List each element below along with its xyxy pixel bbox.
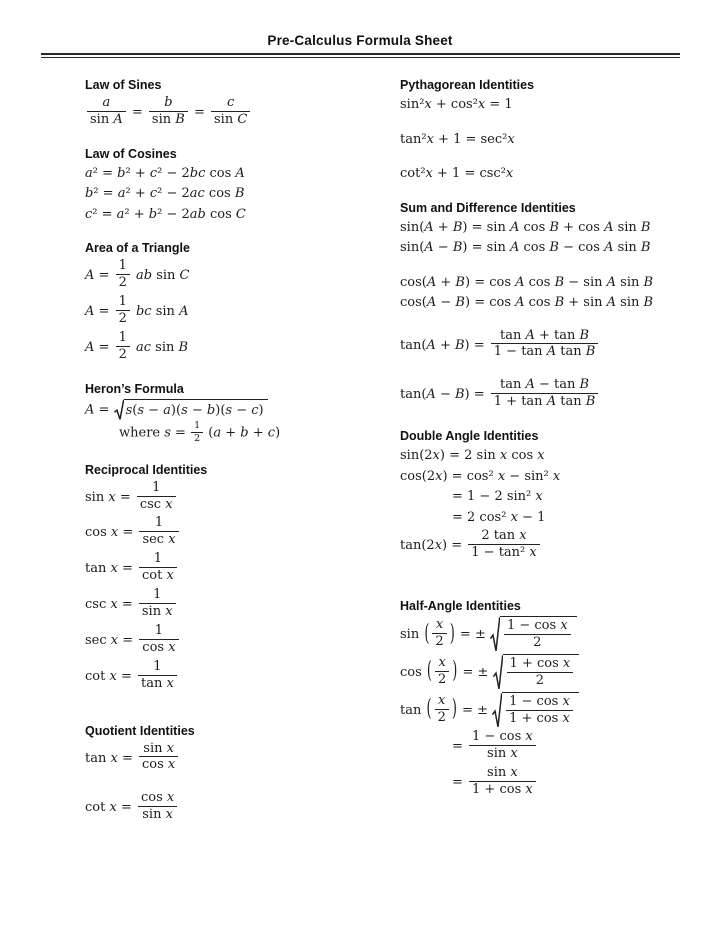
big-paren-open: ( bbox=[424, 620, 430, 648]
formula-line: sin²x + cos²x = 1 bbox=[400, 97, 513, 112]
fraction: $\frac{\text{cos x}}{\text{sin x}}$ bbox=[138, 791, 177, 824]
fraction: $\frac{\text{tan A − tan B}}{\text{1 + tan A tan B}}$ bbox=[491, 378, 599, 411]
formula-line: a² = b² + c² − 2bc cos A bbox=[85, 165, 245, 181]
formula-line: cos ( $\frac{x}{2}$ ) = ± $\frac{\text{1 + cos x}}{2}$ bbox=[400, 654, 692, 691]
big-paren-open: ( bbox=[426, 696, 432, 724]
section-double-angle-identities bbox=[400, 429, 692, 563]
radical-sign-icon bbox=[493, 654, 503, 691]
fraction: $\frac{x}{2}$ bbox=[435, 656, 449, 689]
big-paren-close: ) bbox=[449, 620, 455, 648]
fraction: $\frac{x}{2}$ bbox=[432, 618, 446, 651]
fraction: $\frac{x}{2}$ bbox=[435, 694, 449, 727]
radical-sign-icon bbox=[492, 692, 502, 729]
line-spacer bbox=[400, 259, 692, 272]
formula-line: = 2 cos² x − 1 bbox=[452, 509, 546, 525]
formula-line: tan x = $\frac{\text{sin x}}{\text{cos x}}$ bbox=[85, 741, 400, 776]
formula-line: cot x = $\frac{\text{cos x}}{\text{sin x}}$ bbox=[85, 790, 400, 825]
section-half-angle-identities bbox=[400, 599, 692, 800]
formula-line: tan(2x) = $\frac{\text{2 tan x}}{\text{1 − tan² x}}$ bbox=[400, 528, 692, 563]
fraction: $\frac{1}{\text{cot x}}$ bbox=[139, 552, 177, 585]
radical-sign-icon bbox=[114, 399, 124, 421]
formula-line: $\frac{a}{\text{sin A}}$ = $\frac{b}{\text{sin B}}$ = $\frac{c}{\text{sin C}}$ bbox=[85, 95, 400, 130]
fraction: $\frac{1}{\text{sin x}}$ bbox=[139, 588, 176, 621]
formula-line: b² = a² + c² − 2ac cos B bbox=[85, 186, 245, 202]
formula-line: A = $\frac{1}{2}$ bc sin A bbox=[85, 294, 189, 327]
formula-line: = 1 − 2 sin² x bbox=[452, 489, 543, 505]
formula-line: sin ( $\frac{x}{2}$ ) = ± $\frac{\text{1 − cos x}}{2}$ bbox=[400, 616, 692, 653]
section-heading: Double Angle Identities bbox=[400, 429, 539, 444]
formula-line: = $\frac{\text{1 − cos x}}{\text{sin x}}$ bbox=[452, 729, 692, 764]
content-area bbox=[0, 58, 720, 842]
formula-line: tan²x + 1 = sec²x bbox=[400, 131, 515, 147]
left-column bbox=[85, 78, 400, 842]
section-law-of-sines bbox=[85, 78, 400, 130]
formula-line: sin(2x) = 2 sin x cos x bbox=[400, 448, 545, 464]
section-pythagorean-identities bbox=[400, 78, 692, 184]
sqrt-radical bbox=[493, 654, 580, 691]
formula-line: = $\frac{\text{sin x}}{\text{1 + cos x}}$ bbox=[452, 765, 692, 800]
section-heading: Area of a Triangle bbox=[85, 241, 190, 256]
fraction: $\frac{\text{sin x}}{\text{cos x}}$ bbox=[139, 742, 178, 775]
sqrt-radical bbox=[490, 616, 577, 653]
section-area-of-a-triangle bbox=[85, 241, 400, 364]
line-spacer bbox=[400, 150, 692, 163]
radical-sign-icon bbox=[490, 616, 500, 653]
fraction: $\frac{\text{2 tan x}}{\text{1 − tan² x}}$ bbox=[468, 529, 539, 562]
sqrt-radical: s(s − a)(s − b)(s − c) bbox=[114, 399, 268, 421]
line-spacer bbox=[400, 314, 692, 327]
formula-line: A = s(s − a)(s − b)(s − c) bbox=[85, 399, 400, 421]
formula-line: tan x = $\frac{1}{\text{cot x}}$ bbox=[85, 551, 400, 586]
formula-line: cot x = $\frac{1}{\text{tan x}}$ bbox=[85, 659, 400, 694]
formula-line: cot²x + 1 = csc²x bbox=[400, 166, 514, 181]
right-column bbox=[400, 78, 692, 842]
section-quotient-identities bbox=[85, 724, 400, 826]
section-heading: Law of Cosines bbox=[85, 146, 177, 161]
line-spacer bbox=[85, 776, 400, 789]
line-spacer bbox=[400, 363, 692, 376]
fraction: $\frac{1}{2}$ bbox=[191, 421, 203, 445]
section-sum-and-difference-identities bbox=[400, 201, 692, 413]
fraction: $\frac{1}{\text{cos x}}$ bbox=[139, 624, 178, 657]
section-heading: Law of Sines bbox=[85, 78, 162, 92]
section-heading: Heron’s Formula bbox=[85, 381, 184, 396]
fraction: $\frac{\text{1 − cos x}}{\text{1 + cos x}}$ bbox=[506, 695, 573, 728]
fraction: $\frac{\text{1 − cos x}}{2}$ bbox=[504, 619, 571, 652]
section-heading: Quotient Identities bbox=[85, 723, 195, 738]
big-paren-close: ) bbox=[452, 658, 458, 686]
formula-line: cos(A − B) = cos A cos B + sin A sin B bbox=[400, 295, 654, 310]
fraction: $\frac{a}{\text{sin A}}$ bbox=[87, 96, 126, 129]
formula-line: sin(A + B) = sin A cos B + cos A sin B bbox=[400, 219, 651, 235]
fraction: $\frac{1}{2}$ bbox=[116, 331, 130, 364]
formula-line: sec x = $\frac{1}{\text{cos x}}$ bbox=[85, 623, 400, 658]
section-heron-s-formula bbox=[85, 382, 400, 446]
fraction: $\frac{1}{2}$ bbox=[116, 259, 130, 292]
formula-line: cos(A + B) = cos A cos B − sin A sin B bbox=[400, 274, 654, 290]
section-heading: Sum and Difference Identities bbox=[400, 200, 576, 215]
line-spacer bbox=[400, 116, 692, 129]
big-paren-open: ( bbox=[426, 658, 432, 686]
page-title: Pre-Calculus Formula Sheet bbox=[267, 33, 453, 48]
section-heading: Reciprocal Identities bbox=[85, 462, 208, 477]
formula-line: sin(A − B) = sin A cos B − cos A sin B bbox=[400, 240, 651, 255]
formula-line: tan(A + B) = $\frac{\text{tan A + tan B}}{\text{1 − tan A tan B}}$ bbox=[400, 328, 692, 363]
section-law-of-cosines bbox=[85, 147, 400, 225]
fraction: $\frac{\text{1 − cos x}}{\text{sin x}}$ bbox=[469, 730, 536, 763]
section-reciprocal-identities bbox=[85, 463, 400, 694]
formula-line: tan ( $\frac{x}{2}$ ) = ± $\frac{\text{1 − cos x}}{\text{1 + cos x}}$ bbox=[400, 692, 692, 729]
fraction: $\frac{c}{\text{sin C}}$ bbox=[211, 96, 250, 129]
formula-line: csc x = $\frac{1}{\text{sin x}}$ bbox=[85, 587, 400, 622]
section-heading: Pythagorean Identities bbox=[400, 78, 535, 92]
fraction: $\frac{\text{1 + cos x}}{2}$ bbox=[507, 657, 574, 690]
big-paren-close: ) bbox=[451, 696, 457, 724]
formula-line: A = $\frac{1}{2}$ ab sin C bbox=[85, 258, 190, 291]
fraction: $\frac{\text{sin x}}{\text{1 + cos x}}$ bbox=[469, 766, 536, 799]
fraction: $\frac{1}{\text{csc x}}$ bbox=[137, 481, 176, 514]
fraction: $\frac{\text{tan A + tan B}}{\text{1 − tan A tan B}}$ bbox=[491, 329, 599, 362]
fraction: $\frac{1}{\text{tan x}}$ bbox=[138, 660, 177, 693]
formula-line: tan(A − B) = $\frac{\text{tan A − tan B}}{\text{1 + tan A tan B}}$ bbox=[400, 377, 692, 412]
formula-line: where s = $\frac{1}{2}$ (a + b + c) bbox=[119, 420, 281, 445]
formula-line: cos(2x) = cos² x − sin² x bbox=[400, 468, 561, 484]
formula-line: sin x = $\frac{1}{\text{csc x}}$ bbox=[85, 480, 400, 515]
formula-line: A = $\frac{1}{2}$ ac sin B bbox=[85, 329, 189, 362]
fraction: $\frac{1}{\text{sec x}}$ bbox=[139, 516, 178, 549]
section-heading: Half-Angle Identities bbox=[400, 598, 521, 613]
formula-line: c² = a² + b² − 2ab cos C bbox=[85, 206, 246, 222]
fraction: $\frac{b}{\text{sin B}}$ bbox=[149, 96, 188, 129]
sqrt-radical bbox=[492, 692, 579, 729]
formula-line: cos x = $\frac{1}{\text{sec x}}$ bbox=[85, 515, 400, 550]
fraction: $\frac{1}{2}$ bbox=[116, 295, 130, 328]
